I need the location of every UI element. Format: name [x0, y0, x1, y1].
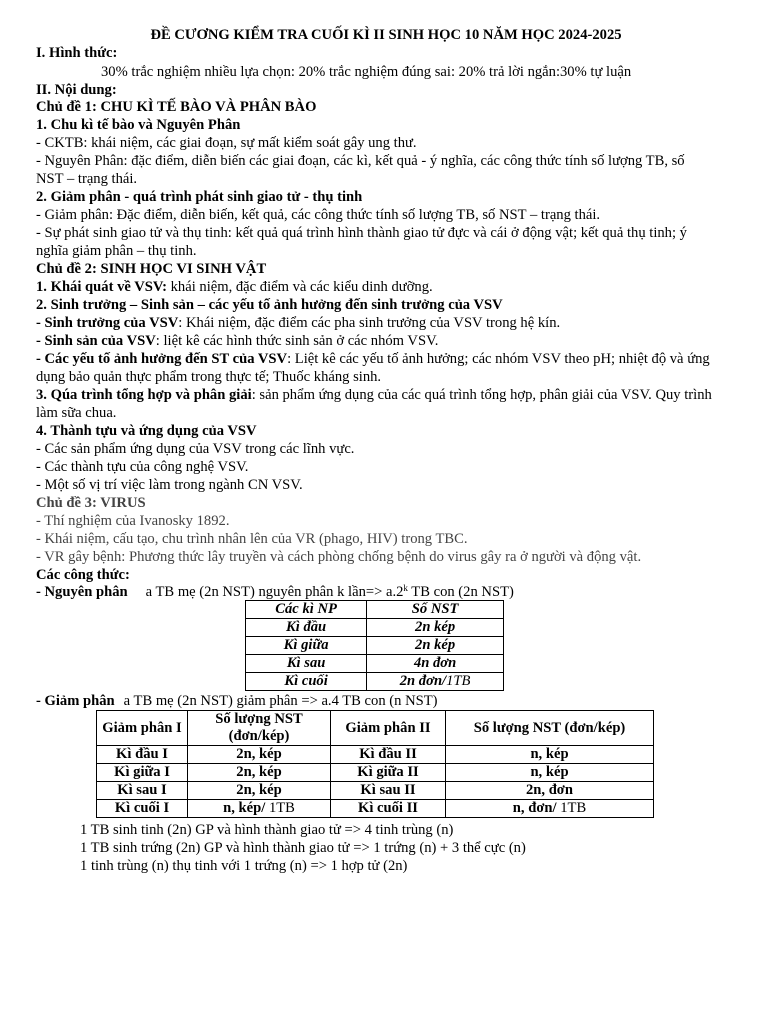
np-table-row	[246, 637, 504, 655]
gp-cell: Kì sau II	[331, 782, 446, 800]
topic3-item: - Thí nghiệm của Ivanosky 1892.	[36, 513, 230, 529]
gp-cell-suffix: 1TB	[560, 800, 587, 816]
topic2-item2c-label: - Các yếu tố ảnh hưởng đến ST của VSV	[36, 351, 288, 367]
gp-table	[96, 710, 654, 818]
topic2-item3	[36, 386, 712, 422]
gp-cell: Kì giữa I	[97, 764, 188, 782]
gp-table-row	[97, 764, 654, 782]
np-cell: 2n kép	[367, 637, 504, 655]
gp-cell: n, kép	[446, 764, 654, 782]
gp-note: 1 TB sinh trứng (2n) GP và hình thành giao tử => 1 trứng (n) + 3 thể cực (n)	[80, 840, 526, 856]
gp-cell: Kì cuối I	[97, 800, 188, 818]
topic2-item2a-label: - Sinh trưởng của VSV	[36, 315, 179, 331]
topic2-item1-label: 1. Khái quát về VSV:	[36, 279, 167, 295]
topic3-item: - Khái niệm, cấu tạo, chu trình nhân lên của VR (phago, HIV) trong TBC.	[36, 531, 468, 547]
topic2-item2c-text: : Liệt kê các yếu tố ảnh hưởng; các nhóm VSV theo pH; nhiệt độ và ứng dụng bảo quản thực phẩm trong thực tế; Thuốc kháng sinh.	[36, 351, 710, 385]
np-cell: Kì sau	[246, 655, 367, 673]
np-label: - Nguyên phân	[36, 584, 128, 600]
gp-cell: 2n, đơn	[446, 782, 654, 800]
gp-formula	[36, 692, 438, 710]
topic2-item2a	[36, 314, 560, 332]
topic2-item1	[36, 278, 433, 296]
gp-table-row	[97, 782, 654, 800]
np-cell: Kì cuối	[246, 673, 367, 691]
topic2-item2b	[36, 332, 438, 350]
topic3-item: - VR gây bệnh: Phương thức lây truyền và cách phòng chống bệnh do virus gây ra ở người và động vật.	[36, 549, 642, 565]
section1-heading: I. Hình thức:	[36, 45, 118, 61]
gp-label: - Giảm phân	[36, 693, 115, 709]
gp-cell-main: n, đơn/	[512, 800, 557, 816]
gp-cell: Kì sau I	[97, 782, 188, 800]
gp-cell	[188, 800, 331, 818]
gp-header-cell: Giảm phân II	[331, 711, 446, 746]
topic2-item2: 2. Sinh trưởng – Sinh sản – các yếu tố ảnh hưởng đến sinh trưởng của VSV	[36, 297, 503, 313]
topic2-item2b-label: - Sinh sản của VSV	[36, 333, 156, 349]
topic2-item1-text: khái niệm, đặc điểm và các kiểu dinh dưỡng.	[166, 279, 433, 295]
gp-cell: 2n, kép	[188, 782, 331, 800]
np-cell: Kì đầu	[246, 619, 367, 637]
np-cell: 2n kép	[367, 619, 504, 637]
np-table-row	[246, 655, 504, 673]
topic1-sub2: 2. Giảm phân - quá trình phát sinh giao tử - thụ tinh	[36, 189, 363, 205]
np-table-header	[246, 601, 504, 619]
gp-table-row	[97, 800, 654, 818]
gp-header-cell: Giảm phân I	[97, 711, 188, 746]
topic1-sub2-item: - Giảm phân: Đặc điểm, diễn biến, kết quả, các công thức tính số lượng TB, số NST – trạng thái.	[36, 207, 601, 223]
np-table	[245, 600, 504, 691]
topic2-heading: Chủ đề 2: SINH HỌC VI SINH VẬT	[36, 261, 267, 277]
gp-cell: 2n, kép	[188, 764, 331, 782]
gp-cell: Kì đầu I	[97, 746, 188, 764]
topic1-heading: Chủ đề 1: CHU KÌ TẾ BÀO VÀ PHÂN BÀO	[36, 99, 317, 115]
gp-cell: Kì đầu II	[331, 746, 446, 764]
gp-cell-main: n, kép/	[223, 800, 266, 816]
gp-cell: n, kép	[446, 746, 654, 764]
gp-note: 1 tinh trùng (n) thụ tinh với 1 trứng (n) => 1 hợp tử (2n)	[80, 858, 408, 874]
topic2-item3-label: 3. Qúa trình tổng hợp và phân giải	[36, 387, 252, 403]
gp-note: 1 TB sinh tinh (2n) GP và hình thành giao tử => 4 tinh trùng (n)	[80, 822, 454, 838]
gp-text: a TB mẹ (2n NST) giảm phân => a.4 TB con (n NST)	[123, 693, 438, 709]
topic2-item4: 4. Thành tựu và ứng dụng của VSV	[36, 423, 257, 439]
gp-cell: Kì cuối II	[331, 800, 446, 818]
section1-text: 30% trắc nghiệm nhiều lựa chọn: 20% trắc nghiệm đúng sai: 20% trả lời ngắn:30% tự luận	[101, 64, 632, 80]
topic1-sub1-item: - Nguyên Phân: đặc điểm, diễn biến các giai đoạn, các kì, kết quả - ý nghĩa, các công thức tính số lượng TB, số NST – trạng thái.	[36, 153, 685, 187]
np-cell-suffix: 1TB	[446, 673, 471, 689]
topic3-heading: Chủ đề 3: VIRUS	[36, 495, 146, 511]
np-header-cell: Các kì NP	[246, 601, 367, 619]
gp-table-header	[97, 711, 654, 746]
topic1-sub1-item: - CKTB: khái niệm, các giai đoạn, sự mất kiểm soát gây ung thư.	[36, 135, 417, 151]
topic1-sub1: 1. Chu kì tế bào và Nguyên Phân	[36, 117, 241, 133]
gp-header-cell: Số lượng NST (đơn/kép)	[188, 711, 331, 746]
np-exponent: k	[403, 583, 408, 593]
topic2-item2b-text: : liệt kê các hình thức sinh sản ở các nhóm VSV.	[155, 333, 439, 349]
topic2-item3-text: : sản phẩm ứng dụng của các quá trình tổng hợp, phân giải của VSV. Quy trình làm sữa chua.	[36, 387, 712, 421]
np-table-row	[246, 619, 504, 637]
np-cell: 4n đơn	[367, 655, 504, 673]
np-text: a TB mẹ (2n NST) nguyên phân k lần=> a.2	[145, 584, 404, 600]
gp-cell	[446, 800, 654, 818]
section2-heading: II. Nội dung:	[36, 82, 117, 98]
topic2-item4-entry: - Một số vị trí việc làm trong ngành CN VSV.	[36, 477, 303, 493]
formulas-heading: Các công thức:	[36, 567, 130, 583]
np-text-end: TB con (2n NST)	[407, 584, 514, 600]
topic2-item4-entry: - Các thành tựu của công nghệ VSV.	[36, 459, 249, 475]
topic2-item4-entry: - Các sản phẩm ứng dụng của VSV trong các lĩnh vực.	[36, 441, 355, 457]
np-formula	[36, 583, 514, 601]
topic1-sub2-item: - Sự phát sinh giao tử và thụ tinh: kết quả quá trình hình thành giao tử đực và cái ở động vật; kết quả thụ tinh; ý nghĩa giảm phân – thụ tinh.	[36, 225, 687, 259]
gp-cell: Kì giữa II	[331, 764, 446, 782]
topic2-item2c	[36, 350, 714, 386]
np-cell: Kì giữa	[246, 637, 367, 655]
gp-header-cell: Số lượng NST (đơn/kép)	[446, 711, 654, 746]
document-title: ĐỀ CƯƠNG KIỂM TRA CUỐI KÌ II SINH HỌC 10 NĂM HỌC 2024-2025	[150, 27, 622, 43]
gp-cell: 2n, kép	[188, 746, 331, 764]
gp-cell-suffix: 1TB	[268, 800, 295, 816]
gp-table-row	[97, 746, 654, 764]
np-header-cell: Số NST	[367, 601, 504, 619]
np-cell	[367, 673, 504, 691]
np-table-row	[246, 673, 504, 691]
np-cell-main: 2n đơn/	[399, 673, 447, 689]
topic2-item2a-text: : Khái niệm, đặc điểm các pha sinh trưởng của VSV trong hệ kín.	[178, 315, 561, 331]
